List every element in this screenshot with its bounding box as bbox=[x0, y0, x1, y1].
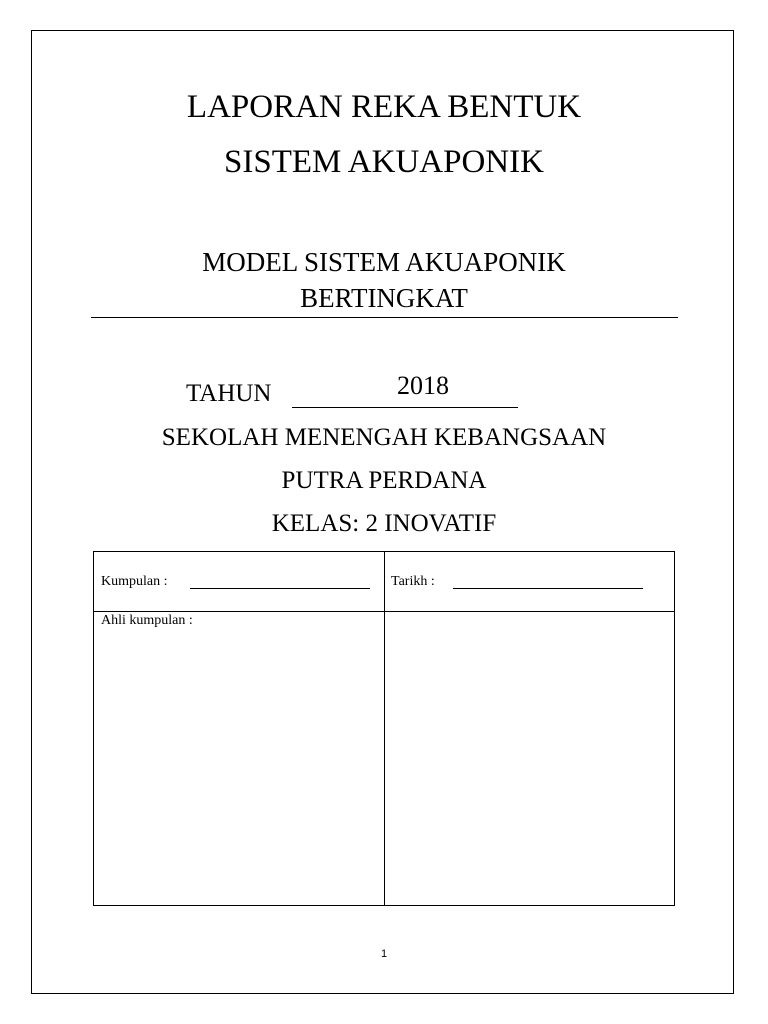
ahli-kumpulan-label: Ahli kumpulan : bbox=[101, 613, 193, 628]
model-title-line-1: MODEL SISTEM AKUAPONIK bbox=[202, 247, 566, 277]
report-title-line-2: SISTEM AKUAPONIK bbox=[224, 144, 544, 180]
title-divider bbox=[91, 317, 678, 318]
school-name-line-1: SEKOLAH MENENGAH KEBANGSAAN bbox=[161, 424, 607, 451]
report-title-line-1: LAPORAN REKA BENTUK bbox=[186, 89, 582, 125]
school-name-line-2: PUTRA PERDANA bbox=[281, 467, 487, 494]
class-name: KELAS: 2 INOVATIF bbox=[271, 510, 497, 537]
tarikh-field[interactable] bbox=[453, 588, 643, 589]
kumpulan-label: Kumpulan : bbox=[101, 574, 168, 589]
group-info-table bbox=[93, 551, 675, 906]
tahun-label: TAHUN bbox=[186, 380, 272, 407]
tarikh-label: Tarikh : bbox=[391, 574, 435, 589]
tahun-value: 2018 bbox=[397, 371, 449, 400]
model-title-line-2: BERTINGKAT bbox=[300, 283, 468, 313]
kumpulan-field[interactable] bbox=[190, 588, 370, 589]
ahli-kumpulan-field[interactable] bbox=[94, 612, 384, 905]
page-number: 1 bbox=[380, 948, 388, 960]
blank-table-cell bbox=[385, 612, 674, 905]
